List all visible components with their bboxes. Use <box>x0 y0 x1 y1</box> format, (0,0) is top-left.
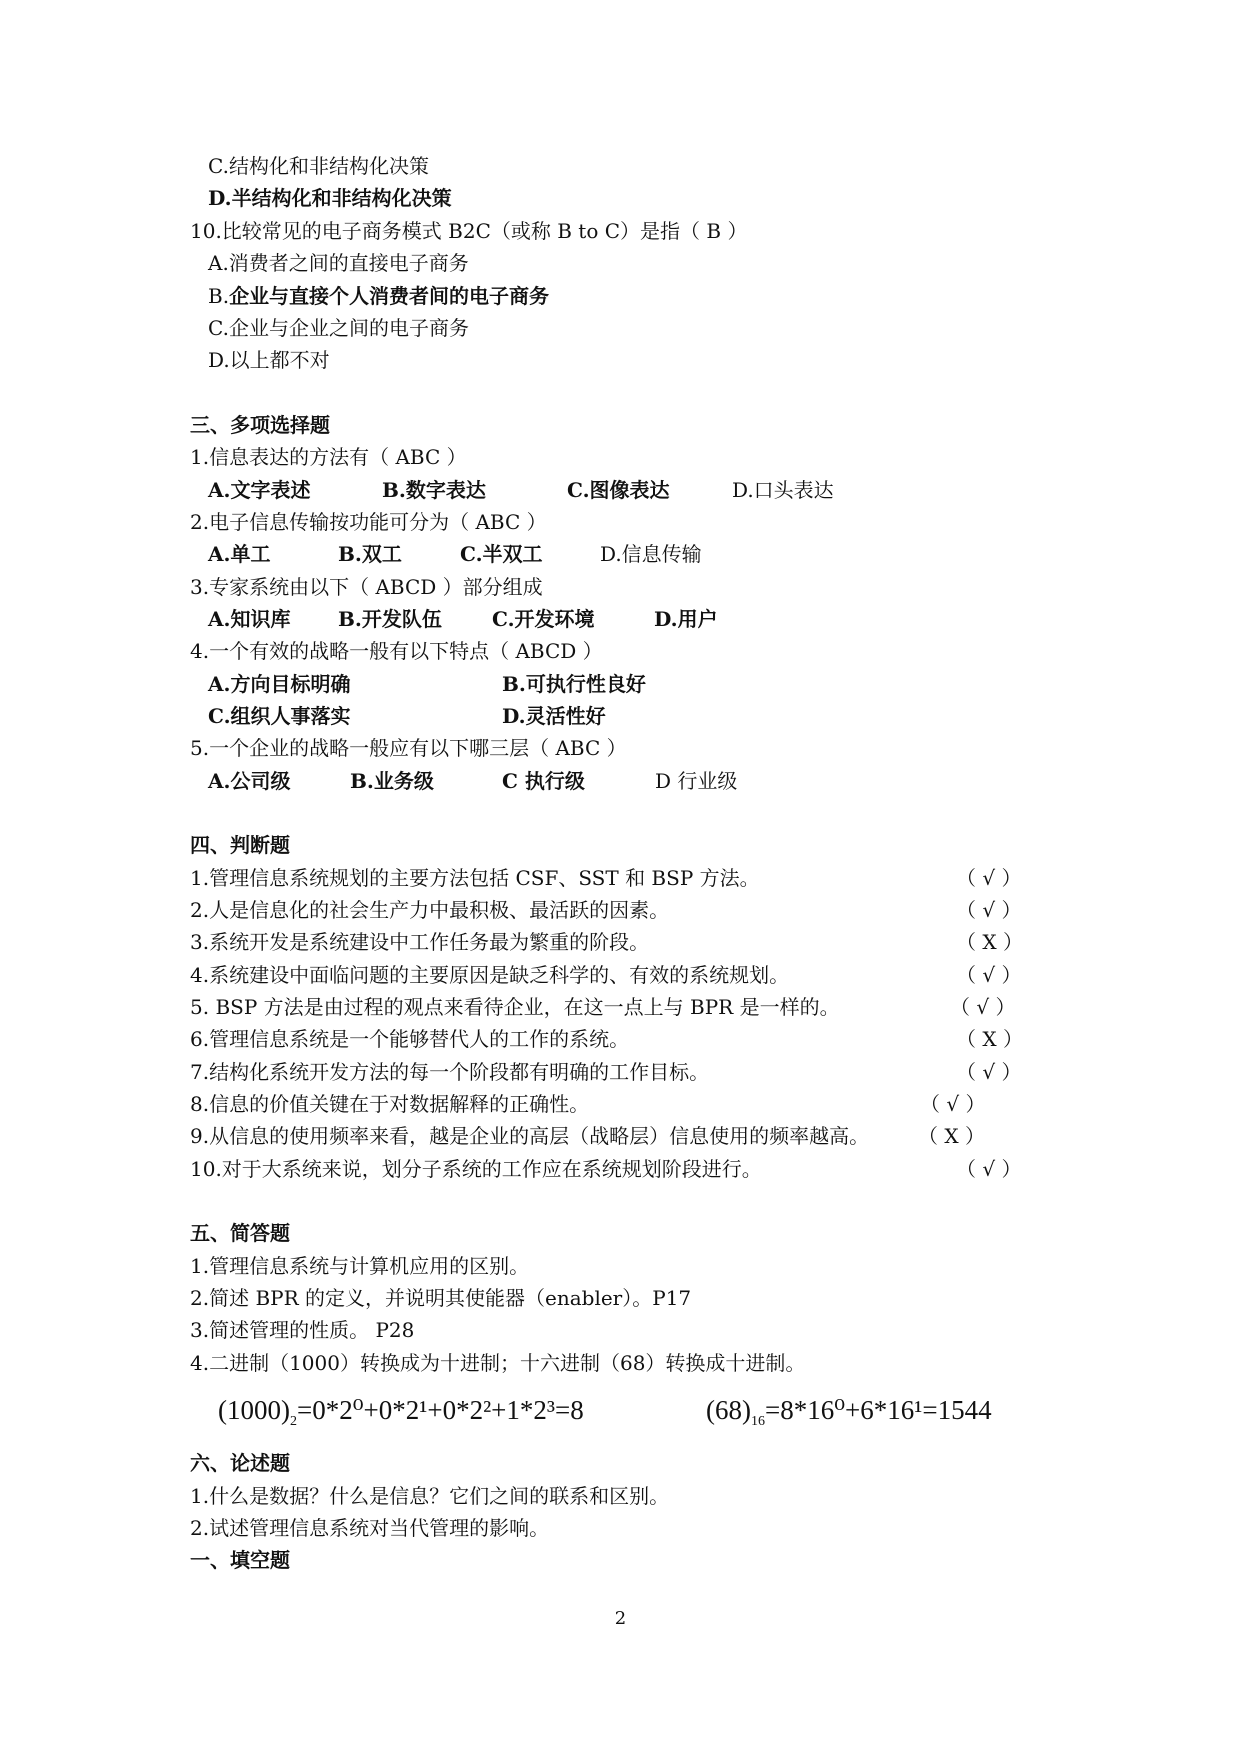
s3-q1-option-c: C.图像表达 <box>567 478 670 502</box>
s3-q5-option-d: D 行业级 <box>655 769 738 793</box>
s4-item-4: 4.系统建设中面临问题的主要原因是缺乏科学的、有效的系统规划。 <box>190 963 790 987</box>
formula-binary-rhs: =0*2⁰+0*2¹+0*2²+1*2³=8 <box>296 1395 584 1425</box>
formula-binary-sub: 2 <box>289 1414 297 1429</box>
page-number: 2 <box>614 1608 627 1629</box>
s4-item-10: 10.对于大系统来说，划分子系统的工作应在系统规划阶段进行。 <box>190 1157 762 1181</box>
q10-option-b-text: 企业与直接个人消费者间的电子商务 <box>229 284 550 308</box>
formula-hex-sub: 16 <box>750 1414 765 1429</box>
s3-q2-option-d: D.信息传输 <box>600 542 702 566</box>
q9-option-d: D.半结构化和非结构化决策 <box>208 186 452 210</box>
s4-item-4-mark: （ √ ） <box>956 963 1022 987</box>
s3-q4-option-b: B.可执行性良好 <box>502 672 646 696</box>
section3-title: 三、多项选择题 <box>190 413 330 437</box>
s4-item-8-mark: （ √ ） <box>920 1092 986 1116</box>
s4-item-5-mark: （ √ ） <box>950 995 1016 1019</box>
s3-q1-option-d: D.口头表达 <box>732 478 834 502</box>
s3-q2-option-c: C.半双工 <box>460 542 543 566</box>
s4-item-3-mark: （ X ） <box>956 930 1023 954</box>
s4-item-6: 6.管理信息系统是一个能够替代人的工作的系统。 <box>190 1027 630 1051</box>
q10-option-c: C.企业与企业之间的电子商务 <box>208 316 469 340</box>
s6-item-2: 2.试述管理信息系统对当代管理的影响。 <box>190 1516 550 1540</box>
s3-q4-option-c: C.组织人事落实 <box>208 704 351 728</box>
s4-item-7-mark: （ √ ） <box>956 1060 1022 1084</box>
s5-item-3: 3.简述管理的性质。 P28 <box>190 1318 415 1342</box>
s5-item-2: 2.简述 BPR 的定义，并说明其使能器（enabler）。P17 <box>190 1286 692 1310</box>
s3-q5-option-b: B.业务级 <box>350 769 434 793</box>
q10-option-b-prefix: B. <box>208 284 230 308</box>
s4-item-5: 5. BSP 方法是由过程的观点来看待企业，在这一点上与 BPR 是一样的。 <box>190 995 840 1019</box>
s3-q3-option-b: B.开发队伍 <box>338 607 442 631</box>
s5-item-1: 1.管理信息系统与计算机应用的区别。 <box>190 1254 530 1278</box>
s4-item-3: 3.系统开发是系统建设中工作任务最为繁重的阶段。 <box>190 930 650 954</box>
s3-q4-option-a: A.方向目标明确 <box>208 672 351 696</box>
section6-title: 六、论述题 <box>190 1451 290 1475</box>
s6-item-1: 1.什么是数据？什么是信息？它们之间的联系和区别。 <box>190 1484 670 1508</box>
s3-q5-question: 5.一个企业的战略一般应有以下哪三层（ ABC ） <box>190 736 627 760</box>
s3-q1-option-b: B.数字表达 <box>382 478 486 502</box>
s4-item-1-mark: （ √ ） <box>956 866 1022 890</box>
q10-option-d: D.以上都不对 <box>208 348 330 372</box>
s3-q2-question: 2.电子信息传输按功能可分为（ ABC ） <box>190 510 547 534</box>
s3-q3-option-c: C.开发环境 <box>492 607 595 631</box>
s4-item-2: 2.人是信息化的社会生产力中最积极、最活跃的因素。 <box>190 898 670 922</box>
s3-q4-option-d: D.灵活性好 <box>502 704 606 728</box>
s4-item-9-mark: （ X ） <box>918 1124 985 1148</box>
section4-title: 四、判断题 <box>190 833 290 857</box>
q10-option-a: A.消费者之间的直接电子商务 <box>208 251 469 275</box>
s3-q1-question: 1.信息表达的方法有（ ABC ） <box>190 445 467 469</box>
s4-item-7: 7.结构化系统开发方法的每一个阶段都有明确的工作目标。 <box>190 1060 710 1084</box>
s3-q2-option-b: B.双工 <box>338 542 402 566</box>
s3-q5-option-c: C 执行级 <box>502 769 585 793</box>
section5-title: 五、简答题 <box>190 1221 290 1245</box>
formula-binary-base: (1000) <box>218 1395 290 1425</box>
s4-item-2-mark: （ √ ） <box>956 898 1022 922</box>
s4-item-1: 1.管理信息系统规划的主要方法包括 CSF、SST 和 BSP 方法。 <box>190 866 760 890</box>
s5-item-4: 4.二进制（1000）转换成为十进制；十六进制（68）转换成十进制。 <box>190 1351 806 1375</box>
q10-option-b <box>208 280 549 312</box>
s3-q3-option-d: D.用户 <box>654 607 718 631</box>
section1-title: 一、填空题 <box>190 1548 290 1572</box>
formula-hex-base: (68) <box>706 1395 751 1425</box>
s3-q3-option-a: A.知识库 <box>208 607 291 631</box>
formula-hex <box>706 1390 992 1442</box>
formula-hex-rhs: =8*16⁰+6*16¹=1544 <box>764 1395 992 1425</box>
s4-item-6-mark: （ X ） <box>956 1027 1023 1051</box>
s3-q2-option-a: A.单工 <box>208 542 271 566</box>
s4-item-9: 9.从信息的使用频率来看，越是企业的高层（战略层）信息使用的频率越高。 <box>190 1124 870 1148</box>
s3-q1-option-a: A.文字表述 <box>208 478 311 502</box>
s4-item-10-mark: （ √ ） <box>956 1157 1022 1181</box>
s3-q5-option-a: A.公司级 <box>208 769 291 793</box>
formula-binary <box>218 1390 584 1442</box>
s4-item-8: 8.信息的价值关键在于对数据解释的正确性。 <box>190 1092 590 1116</box>
q10-question: 10.比较常见的电子商务模式 B2C（或称 B to C）是指（ B ） <box>190 219 748 243</box>
s3-q3-question: 3.专家系统由以下（ ABCD ）部分组成 <box>190 575 543 599</box>
q9-option-c: C.结构化和非结构化决策 <box>208 154 429 178</box>
s3-q4-question: 4.一个有效的战略一般有以下特点（ ABCD ） <box>190 639 603 663</box>
